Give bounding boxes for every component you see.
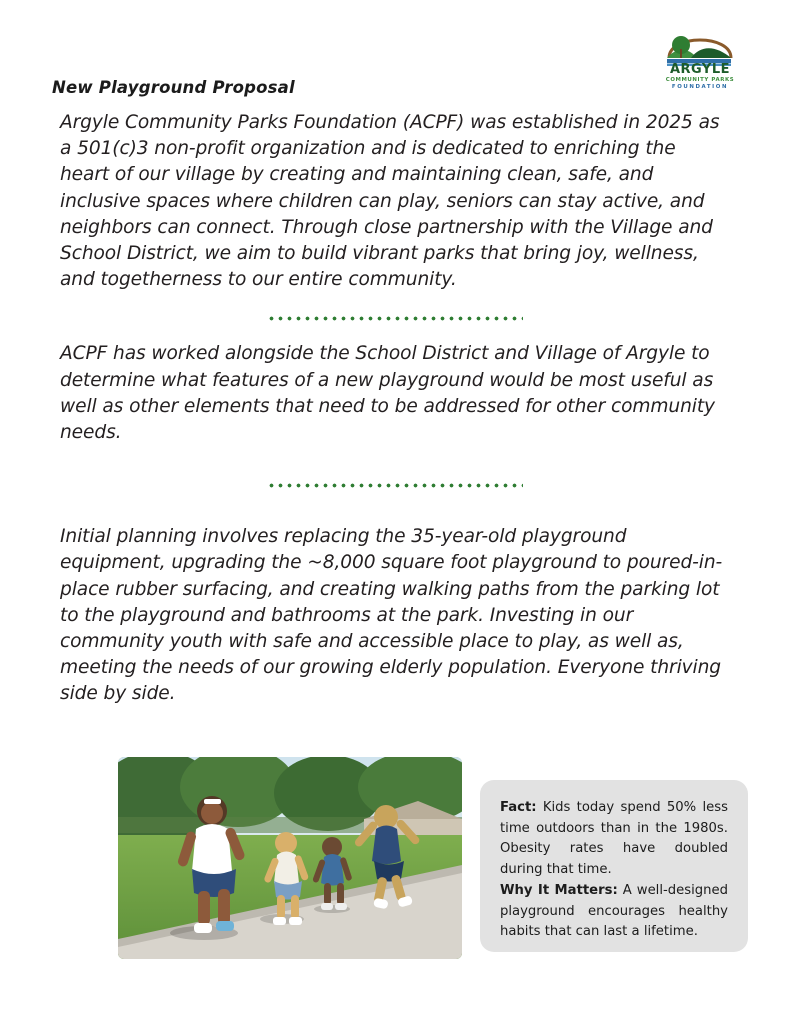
- dotted-rule: [267, 483, 523, 488]
- bottom-section: [118, 757, 748, 962]
- svg-text:COMMUNITY PARKS: COMMUNITY PARKS: [665, 77, 735, 83]
- playground-photo: [118, 757, 462, 959]
- organization-logo: [645, 18, 755, 90]
- fact-text: Kids today spend 50% less time outdoors than in the 1980s. Obesity rates have doubled during that time.: [500, 800, 728, 877]
- section-divider-1: [60, 305, 730, 331]
- fact-label: Fact:: [500, 800, 537, 815]
- section-divider-2: [60, 472, 730, 498]
- paragraph-intro: Argyle Community Parks Foundation (ACPF) was established in 2025 as a 501(c)3 non-profit organization and is dedicated to enriching the heart of our village by creating and maintaining clean, safe, and inclusive spaces where children can play, seniors can stay active, and neighbors can connect. Through close partnership with the Village and School District, we aim to build vibrant parks that bring joy, wellness, and togetherness to our entire community.: [60, 112, 720, 291]
- why-text: A well-designed playground encourages healthy habits that can last a lifetime.: [500, 883, 728, 939]
- fact-line: [500, 798, 728, 880]
- paragraph-collaboration: ACPF has worked alongside the School District and Village of Argyle to determine what features of a new playground would be most useful as well as other elements that need to be addressed for other community needs.: [60, 343, 715, 444]
- why-it-matters-line: [500, 881, 728, 943]
- svg-text:ARGYLE: ARGYLE: [669, 62, 731, 77]
- why-label: Why It Matters:: [500, 883, 618, 898]
- paragraph-planning: Initial planning involves replacing the 35-year-old playground equipment, upgrading the ~8,000 square foot playground to poured-in-place rubber surfacing, and creating walking paths from the parking lot to the playground and bathrooms at the park. Investing in our community youth with safe and accessible place to play, as well as, meeting the needs of our growing elderly population. Everyone thriving side by side.: [60, 526, 723, 705]
- document-body: [60, 110, 730, 708]
- page-title: New Playground Proposal: [52, 78, 295, 97]
- fact-callout-box: [480, 780, 748, 952]
- dotted-rule: [267, 316, 523, 321]
- svg-text:FOUNDATION: FOUNDATION: [671, 84, 729, 90]
